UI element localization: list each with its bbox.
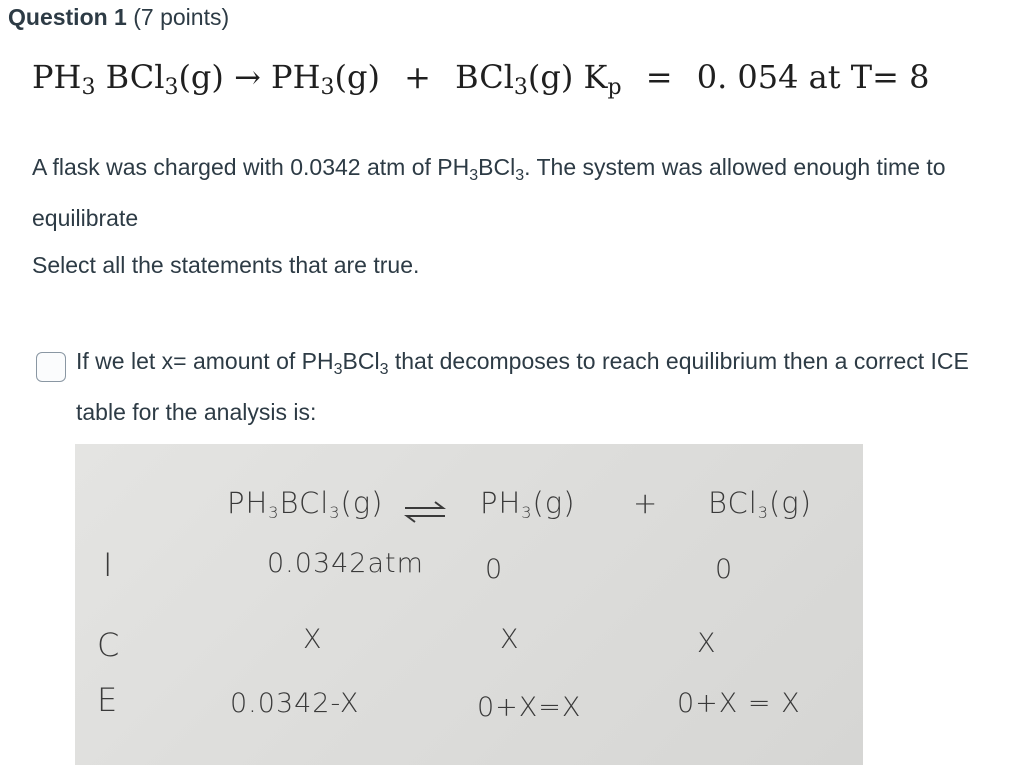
eq-product1: PH — [271, 58, 321, 96]
option-text-1: If we let x= amount of PH — [76, 348, 334, 374]
eq-plus: + — [404, 58, 431, 96]
ice-cell-e-3: 0+X = X — [677, 688, 801, 719]
prompt-sub-1: 3 — [469, 167, 479, 184]
eq-reactant-sub2: 3 — [164, 75, 179, 100]
eq-reactant-mid: BCl — [95, 58, 165, 96]
option-label[interactable] — [76, 340, 976, 434]
eq-reactant: PH — [32, 58, 82, 96]
prompt-text-1: A flask was charged with 0.0342 atm of PH — [32, 154, 470, 180]
eq-equals: = — [645, 58, 673, 96]
option-sub-2: 3 — [379, 361, 389, 378]
prompt-sub-2: 3 — [515, 167, 525, 184]
option-text-2: BCl — [342, 348, 380, 374]
ice-row-label-c: C — [97, 626, 121, 664]
ice-cell-i-2: 0 — [485, 554, 504, 585]
ice-cell-i-1: 0.0342atm — [267, 548, 424, 579]
eq-product2-phase: (g) — [527, 58, 574, 96]
ice-cell-e-1: 0.0342-X — [230, 688, 360, 719]
eq-reactant-sub1: 3 — [81, 75, 96, 100]
ice-row-label-i: I — [103, 546, 114, 584]
eq-reactant-phase: (g) — [178, 58, 224, 96]
eq-product2: BCl — [455, 58, 514, 96]
instruction-text: Select all the statements that are true. — [32, 252, 420, 278]
eq-at: at — [808, 58, 841, 96]
ice-header-reactant: $PH_3BCl_3(g)$ — [227, 486, 384, 522]
eq-product1-sub: 3 — [320, 75, 335, 100]
ice-table-photo — [75, 444, 863, 765]
ice-header-product2: BCl$_3$(g) — [708, 486, 813, 522]
ice-cell-c-3: X — [697, 628, 717, 659]
option-checkbox[interactable] — [36, 352, 66, 382]
ice-cell-c-1: X — [303, 624, 323, 655]
ice-header-plus: + — [633, 486, 659, 520]
ice-row-label-e: E — [97, 681, 119, 719]
question-prompt — [32, 146, 992, 240]
question-title: Question 1 — [8, 4, 127, 30]
option-sub-1: 3 — [333, 361, 343, 378]
ice-cell-c-2: X — [500, 624, 520, 655]
question-header — [8, 4, 229, 31]
prompt-text-3: . The system was allowed enough time to equilibrate — [32, 154, 946, 231]
ice-header-product1: $PH_3(g)$ — [480, 486, 576, 522]
equilibrium-arrows-icon — [401, 500, 449, 524]
eq-t: T — [850, 58, 873, 96]
ice-cell-e-2: 0+X=X — [477, 692, 582, 723]
eq-k-sub: p — [607, 75, 622, 100]
eq-k-value: 0. 054 — [696, 58, 799, 96]
eq-k: K — [583, 58, 608, 96]
eq-product1-phase: (g) — [334, 58, 380, 96]
eq-t-value: 8 — [909, 58, 930, 96]
eq-product2-sub: 3 — [513, 75, 528, 100]
eq-equals2: = — [872, 58, 899, 96]
ice-cell-i-3: 0 — [715, 554, 734, 585]
reaction-equation — [32, 58, 1024, 100]
eq-arrow: → — [234, 58, 261, 96]
prompt-text-2: BCl — [478, 154, 516, 180]
option-text-3: that decomposes to reach equilibrium then a correct ICE table for the analysis is: — [76, 348, 969, 425]
question-points: (7 points) — [133, 4, 230, 30]
